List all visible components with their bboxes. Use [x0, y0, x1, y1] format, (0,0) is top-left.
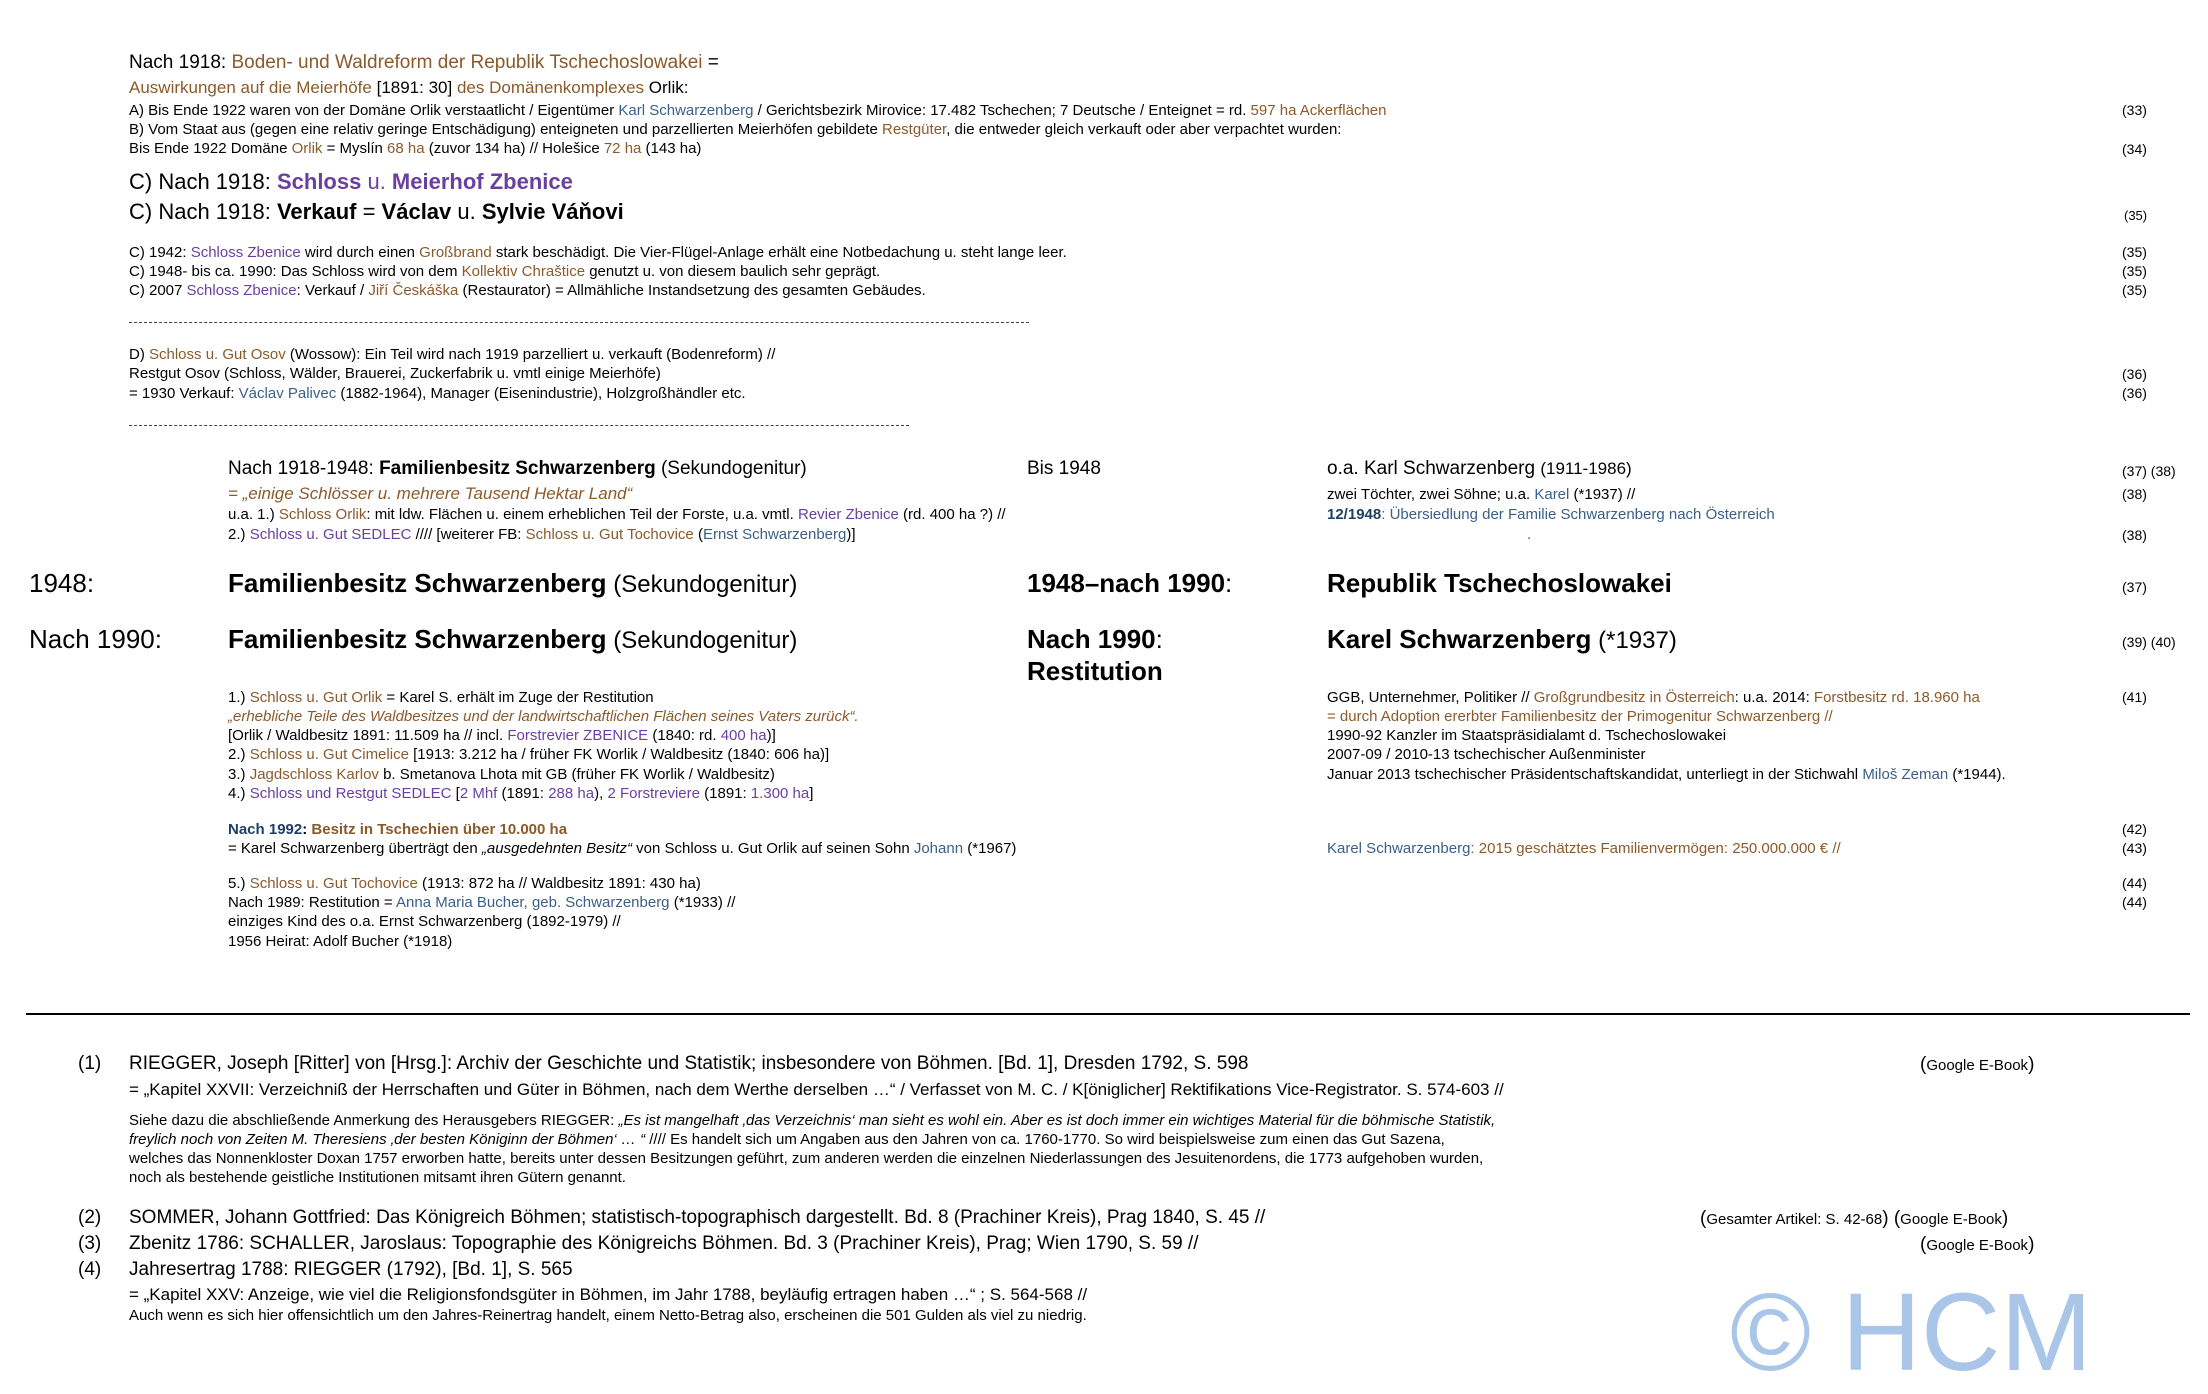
osov-line-1 [129, 345, 775, 364]
text: b. Smetanova Lhota mit GB (früher FK Worlik / Waldbesitz) [378, 766, 775, 783]
meierhoefe-count: [1891: 30] [371, 78, 457, 97]
schloss-sedlec: Schloss u. Gut SEDLEC [249, 526, 412, 543]
karel-bio-4: 2007-09 / 2010-13 tschechischer Außenminister [1327, 746, 1646, 763]
karl-heading [1327, 457, 1632, 481]
reform-eq: = [702, 52, 719, 73]
besitz-10000: Besitz in Tschechien über 10.000 ha [311, 821, 568, 838]
familienbesitz: Familienbesitz Schwarzenberg [228, 624, 607, 654]
footnote-1-number: (1) [78, 1053, 102, 1074]
sekundogenitur: (Sekundogenitur) [606, 571, 798, 598]
person-ceskaska-suffix: ška [435, 282, 459, 299]
text: (1891: [699, 785, 751, 802]
tochovice-line-2 [228, 893, 735, 912]
footnote-3-source: (Google E-Book) [1920, 1234, 2035, 1255]
family-line-sedlec [228, 525, 856, 544]
grossbrand: Großbrand [419, 244, 492, 261]
text: Bis Ende 1922 Domäne [129, 140, 292, 157]
ref-38a: (38) [2122, 486, 2147, 502]
text: Nach 1989: Restitution = [228, 894, 397, 911]
footnote-1-note-3: welches das Nonnenkloster Doxan 1757 erworben hatte, bereits unter dessen Besitzungen geführt, zum anderen werden die einzelnen Niederlassungen des Jesuitenordens, die 1773 aufgehoben wurden, [129, 1150, 1484, 1167]
person-sylvie: Sylvie Váňovi [481, 199, 624, 224]
footnote-2-text: SOMMER, Johann Gottfried: Das Königreich Böhmen; statistisch-topographisch dargestellt. Bd. 8 (Prachiner Kreis), Prag 1840, S. 45 // [129, 1207, 1266, 1228]
karel-bio-3: 1990-92 Kanzler im Staatspräsidialamt d. Tschechoslowakei [1327, 727, 1727, 744]
meierhof-zbenice: Meierhof Zbenice [391, 169, 573, 194]
footnote-1-note-1 [129, 1111, 1495, 1130]
colon: : [1225, 568, 1233, 598]
text: 4.) [228, 785, 250, 802]
karel-bio-1 [1327, 688, 1980, 707]
text: 1.) [228, 689, 250, 706]
birth-year: (*1937) [1591, 627, 1677, 654]
ref-42: (42) [2122, 821, 2147, 837]
text: (Restaurator) = Allmähliche Instandsetzung des gesamten Gebäudes. [458, 282, 926, 299]
text: (*1944). [1948, 766, 2006, 783]
text: Nach 1918-1948: [228, 458, 380, 479]
text: (*1933) // [669, 894, 736, 911]
text: o.a. Karl Schwarzenberg [1327, 458, 1541, 479]
row-1990-restitution: Restitution [1027, 656, 1163, 686]
ref-35c: (35) [2122, 263, 2147, 279]
restgueter: Restgüter [882, 121, 947, 138]
ref-41: (41) [2122, 689, 2147, 705]
ref-35a: (35) [2124, 208, 2148, 223]
verkauf: Verkauf [276, 199, 357, 224]
area: 400 ha [720, 727, 767, 744]
karl-years: (1911-1986) [1540, 459, 1632, 478]
kollektiv-chrastice: Kollektiv Chraštice [461, 263, 586, 280]
text: (1913: 872 ha // Waldbesitz 1891: 430 ha) [417, 875, 701, 892]
quote: freylich noch von Zeiten M. Theresiens ‚der besten Königinn der Böhmen‘ … “ [129, 1131, 646, 1148]
reform-line-a [129, 101, 1386, 120]
row-1948-period [1027, 567, 1232, 599]
copyright-watermark: © HCM [1730, 1271, 2093, 1394]
reform-line-b [129, 120, 1341, 139]
text: (1891: [497, 785, 549, 802]
ref-33: (33) [2122, 102, 2147, 118]
ref-34: (34) [2122, 141, 2147, 157]
ref-44b: (44) [2122, 894, 2147, 910]
ref-36b: (36) [2122, 385, 2147, 401]
transfer-johann [228, 839, 1016, 858]
emigration-text: : Übersiedlung der Familie Schwarzenberg nach Österreich [1381, 506, 1775, 523]
reform-line-c [129, 139, 701, 158]
colon: : [302, 821, 312, 838]
text: C) 2007 [129, 282, 187, 299]
forstrevier-zbenice: Forstrevier ZBENICE [507, 727, 649, 744]
footnote-2-source: (Gesamter Artikel: S. 42-68) (Google E-Book) [1700, 1208, 2009, 1229]
text: //// [weiterer FB: [411, 526, 526, 543]
reform-title: Boden- und Waldreform der Republik Tschechoslowakei [231, 52, 703, 73]
text: ), [594, 785, 608, 802]
text: stark beschädigt. Die Vier-Flügel-Anlage erhält eine Notbedachung u. steht lange leer. [491, 244, 1067, 261]
text: 5.) [228, 875, 250, 892]
text: (zuvor 134 ha) // Holešice [424, 140, 604, 157]
text: : mit ldw. Flächen u. einem erheblichen Teil der Forste, u.a. vmtl. [366, 506, 798, 523]
text: u. [361, 169, 392, 194]
footnote-1-text: RIEGGER, Joseph [Ritter] von [Hrsg.]: Archiv der Geschichte und Statistik; insbesondere von Böhmen. [Bd. 1], Dresden 1792, S. 598 [129, 1053, 1249, 1074]
google-ebook-link[interactable]: Google E-Book [1926, 1237, 2029, 1254]
text: genutzt u. von diesem baulich sehr geprägt. [585, 263, 881, 280]
text: (*1967) [963, 840, 1017, 857]
karel-bio-2: = durch Adoption ererbter Familienbesitz der Primogenitur Schwarzenberg // [1327, 708, 1833, 725]
text: , die entweder gleich verkauft oder aber verpachtet wurden: [946, 121, 1342, 138]
text: wird durch einen [300, 244, 420, 261]
person-palivec: Václav Palivec [238, 385, 337, 402]
footnote-4-line-3: Auch wenn es sich hier offensichtlich um den Jahres-Reinertrag handelt, einem Netto-Betrag also, erscheinen die 501 Gulden als viel zu niedrig. [129, 1307, 1087, 1324]
family-wealth [1327, 839, 1841, 858]
text: : u.a. 2014: [1734, 689, 1814, 706]
person-ernst: Ernst Schwarzenberg [702, 526, 847, 543]
ref-36a: (36) [2122, 366, 2147, 382]
familienbesitz: Familienbesitz Schwarzenberg [379, 458, 656, 479]
text: (143 ha) [641, 140, 702, 157]
zbenice-heading [129, 168, 573, 196]
person-vaclav: Václav [381, 199, 452, 224]
text: u. [451, 199, 482, 224]
person-karel: Karel Schwarzenberg [1327, 624, 1592, 654]
domaenenkomplex-link: des Domänenkomplexes [456, 78, 645, 97]
text: C) Nach 1918: [129, 169, 277, 194]
row-1948-owner [228, 567, 797, 601]
person-zeman: Miloš Zeman [1862, 766, 1949, 783]
text: (*1937) // [1569, 486, 1636, 503]
footnote-separator [26, 1013, 2190, 1015]
text: C) 1948- bis ca. 1990: Das Schloss wird von dem [129, 263, 462, 280]
footnote-2-number: (2) [78, 1207, 102, 1228]
period: Nach 1990 [1027, 624, 1156, 654]
quote-besitz: „ausgedehnten Besitz“ [481, 840, 633, 857]
text: [1913: 3.212 ha / früher FK Worlik / Waldbesitz (1840: 606 ha)] [408, 746, 830, 763]
restitution-orlik-detail [228, 726, 776, 745]
schloss-zbenice: Schloss Zbenice [190, 244, 301, 261]
schloss: Schloss [276, 169, 362, 194]
ref-35b: (35) [2122, 244, 2147, 260]
schloss-tochovice: Schloss u. Gut Tochovice [249, 875, 418, 892]
schloss-cimelice: Schloss u. Gut Cimelice [249, 746, 409, 763]
area: 288 ha [548, 785, 595, 802]
text: Januar 2013 tschechischer Präsidentschaftskandidat, unterliegt in der Stichwahl [1327, 766, 1863, 783]
quote: „Es ist mangelhaft ‚das Verzeichnis‘ man sieht es wohl ein. Aber es ist doch immer ein wichtiges Material für die böhmische Statistik, [618, 1112, 1496, 1129]
area: 72 ha [603, 140, 642, 157]
text: zwei Töchter, zwei Söhne; u.a. [1327, 486, 1535, 503]
google-ebook-link[interactable]: Google E-Book [1926, 1057, 2029, 1074]
schloss-orlik: Schloss u. Gut Orlik [249, 689, 383, 706]
zbenice-line-1948 [129, 262, 880, 281]
footnote-1-source: (Google E-Book) [1920, 1054, 2035, 1075]
text: (Wossow): Ein Teil wird nach 1919 parzelliert u. verkauft (Bodenreform) // [285, 346, 776, 363]
text: [ [451, 785, 460, 802]
grossgrundbesitz: Großgrundbesitz in Österreich [1533, 689, 1735, 706]
restitution-orlik [228, 688, 654, 707]
text: : Verkauf / [296, 282, 369, 299]
colon: : [1155, 624, 1163, 654]
schloss-zbenice: Schloss Zbenice [186, 282, 297, 299]
text: D) [129, 346, 149, 363]
text: von Schloss u. Gut Orlik auf seinen Sohn [632, 840, 914, 857]
orlik-label: Orlik: [644, 78, 689, 97]
footnote-4-number: (4) [78, 1259, 102, 1280]
restitution-sedlec [228, 784, 813, 803]
text: )] [766, 727, 776, 744]
date-1948: 12/1948 [1327, 506, 1382, 523]
footnote-1-line-2: = „Kapitel XXVII: Verzeichniß der Herrschaften und Güter in Böhmen, nach dem Werthe derselben …“ / Verfasset von M. C. / K[öniglicher] Rektifikations Vice-Registrator. S. 574-603 // [129, 1080, 1504, 1099]
divider [129, 322, 1029, 323]
verkauf-heading [129, 198, 624, 226]
text: u.a. 1.) [228, 506, 279, 523]
emigration-line [1327, 505, 1775, 524]
text: ( [693, 526, 703, 543]
text: //// Es handelt sich um Angaben aus den Jahren von ca. 1760-1770. So wird beispielsweise zum einen das Gut Sazena, [645, 1131, 1445, 1148]
text: 3.) [228, 766, 250, 783]
ref-38b: (38) [2122, 527, 2147, 543]
row-1948-state: Republik Tschechoslowakei [1327, 568, 1672, 598]
area: 1.300 ha [750, 785, 810, 802]
text: (Sekundogenitur) [655, 458, 807, 479]
text: = 1930 Verkauf: [129, 385, 239, 402]
karel-bio-5 [1327, 765, 2006, 784]
person-karl: Karl Schwarzenberg [618, 102, 754, 119]
person-anna-maria: Anna Maria Bucher, geb. Schwarzenberg [396, 894, 670, 911]
text: (1840: rd. [648, 727, 721, 744]
person-johann: Johann [913, 840, 964, 857]
text: ] [809, 785, 814, 802]
row-1990-label: Nach 1990: [29, 624, 162, 654]
text: = Myslín [322, 140, 388, 157]
osov-line-2: Restgut Osov (Schloss, Wälder, Brauerei, Zuckerfabrik u. vmtl einige Meierhöfe) [129, 365, 661, 382]
footnote-1-note-4: noch als bestehende geistliche Institutionen mitsamt ihren Gütern genannt. [129, 1169, 626, 1186]
schloss-tochovice: Schloss u. Gut Tochovice [525, 526, 694, 543]
sekundogenitur: (Sekundogenitur) [606, 627, 798, 654]
ref-37-38: (37) (38) [2122, 463, 2176, 479]
text: = Karel Schwarzenberg überträgt den [228, 840, 482, 857]
row-1990-owner [228, 623, 797, 657]
revier-zbenice: Revier Zbenice [797, 506, 899, 523]
dot: . [1527, 526, 1532, 543]
restitution-karlov [228, 765, 775, 784]
google-ebook-link[interactable]: Google E-Book [1900, 1211, 2002, 1228]
schloss-sedlec: Schloss und Restgut SEDLEC [249, 785, 452, 802]
text: / Gerichtsbezirk Mirovice: 17.482 Tschechen; 7 Deutsche / Enteignet = rd. [753, 102, 1251, 119]
text: = Karel S. erhält im Zuge der Restitution [382, 689, 654, 706]
bis-1948: Bis 1948 [1027, 458, 1101, 479]
text: = [356, 199, 382, 224]
schloss-orlik: Schloss Orlik [278, 506, 367, 523]
text: Siehe dazu die abschließende Anmerkung des Herausgebers RIEGGER: [129, 1112, 619, 1129]
ref-39-40: (39) (40) [2122, 634, 2176, 650]
jagdschloss-karlov: Jagdschloss Karlov [249, 766, 379, 783]
divider [129, 425, 909, 426]
text: (1882-1964), Manager (Eisenindustrie), Holzgroßhändler etc. [336, 385, 746, 402]
text: (rd. 400 ha ?) // [898, 506, 1006, 523]
period: 1948–nach 1990 [1027, 568, 1226, 598]
text: B) Vom Staat aus (gegen eine relativ geringe Entschädigung) enteigneten und parzellierten Meierhöfen gebildete [129, 121, 882, 138]
row-1990-period [1027, 623, 1163, 655]
text: GGB, Unternehmer, Politiker // [1327, 689, 1534, 706]
text: [Orlik / Waldbesitz 1891: 11.509 ha // incl. [228, 727, 508, 744]
schloss-osov: Schloss u. Gut Osov [149, 346, 286, 363]
orlik: Orlik [291, 140, 323, 157]
wealth-text: : 2015 geschätztes Familienvermögen: 250.000.000 € // [1470, 840, 1841, 857]
meierhoefe-link: Auswirkungen auf die Meierhöfe [129, 78, 372, 97]
text: C) Nach 1918: [129, 199, 277, 224]
person-karel: Karel [1534, 486, 1570, 503]
footnote-1-note-2 [129, 1130, 1445, 1149]
row-1948-label: 1948: [29, 568, 95, 598]
text: C) 1942: [129, 244, 191, 261]
footnote-4-line-2: = „Kapitel XXV: Anzeige, wie viel die Religionsfondsgüter in Böhmen, im Jahr 1788, beyläufig ertragen haben …“ ; S. 564-568 // [129, 1285, 1088, 1304]
text: )] [846, 526, 856, 543]
quote-schloesser: = „einige Schlösser u. mehrere Tausend Hektar Land“ [228, 484, 633, 503]
restitution-quote: „erhebliche Teile des Waldbesitzes und der landwirtschaftlichen Flächen seines Vaters zurück“. [228, 708, 859, 725]
ref-44a: (44) [2122, 875, 2147, 891]
ref-35d: (35) [2122, 282, 2147, 298]
ref-43: (43) [2122, 840, 2147, 856]
footnote-4-text: Jahresertrag 1788: RIEGGER (1792), [Bd. 1], S. 565 [129, 1259, 573, 1280]
family-line-orlik [228, 505, 1006, 524]
osov-line-3 [129, 384, 746, 403]
text: A) Bis Ende 1922 waren von der Domäne Orlik verstaatlicht / Eigentümer [129, 102, 619, 119]
reform-subheading [129, 76, 688, 100]
mhf: 2 Mhf [459, 785, 498, 802]
besitz-1992 [228, 820, 567, 839]
gesamter-artikel: Gesamter Artikel: S. 42-68 [1706, 1211, 1883, 1228]
date-1992: Nach 1992 [228, 821, 303, 838]
familienbesitz: Familienbesitz Schwarzenberg [228, 568, 607, 598]
text: 2.) [228, 746, 250, 763]
ref-37: (37) [2122, 579, 2147, 595]
person-karel: Karel Schwarzenberg [1327, 840, 1471, 857]
tochovice-line-4: 1956 Heirat: Adolf Bucher (*1918) [228, 933, 453, 950]
person-ceskaska: Jiří Česká [368, 282, 436, 299]
karl-children [1327, 485, 1635, 504]
reform-heading [129, 51, 719, 75]
ackerflaechen: 597 ha Ackerflächen [1250, 102, 1387, 119]
reform-heading-pre: Nach 1918: [129, 52, 232, 73]
text: 2.) [228, 526, 250, 543]
restitution-cimelice [228, 745, 829, 764]
family-1918-heading [228, 457, 807, 481]
row-1990-person [1327, 623, 1677, 657]
forstreviere: 2 Forstreviere [607, 785, 700, 802]
tochovice-line-3: einziges Kind des o.a. Ernst Schwarzenberg (1892-1979) // [228, 913, 621, 930]
footnote-3-number: (3) [78, 1233, 102, 1254]
zbenice-line-2007 [129, 281, 926, 300]
tochovice-line-1 [228, 874, 701, 893]
area: 68 ha [387, 140, 425, 157]
zbenice-line-1942 [129, 243, 1067, 262]
footnote-3-text: Zbenitz 1786: SCHALLER, Jaroslaus: Topographie des Königreichs Böhmen. Bd. 3 (Prachiner Kreis), Prag; Wien 1790, S. 59 // [129, 1233, 1199, 1254]
forstbesitz: Forstbesitz rd. 18.960 ha [1813, 689, 1980, 706]
